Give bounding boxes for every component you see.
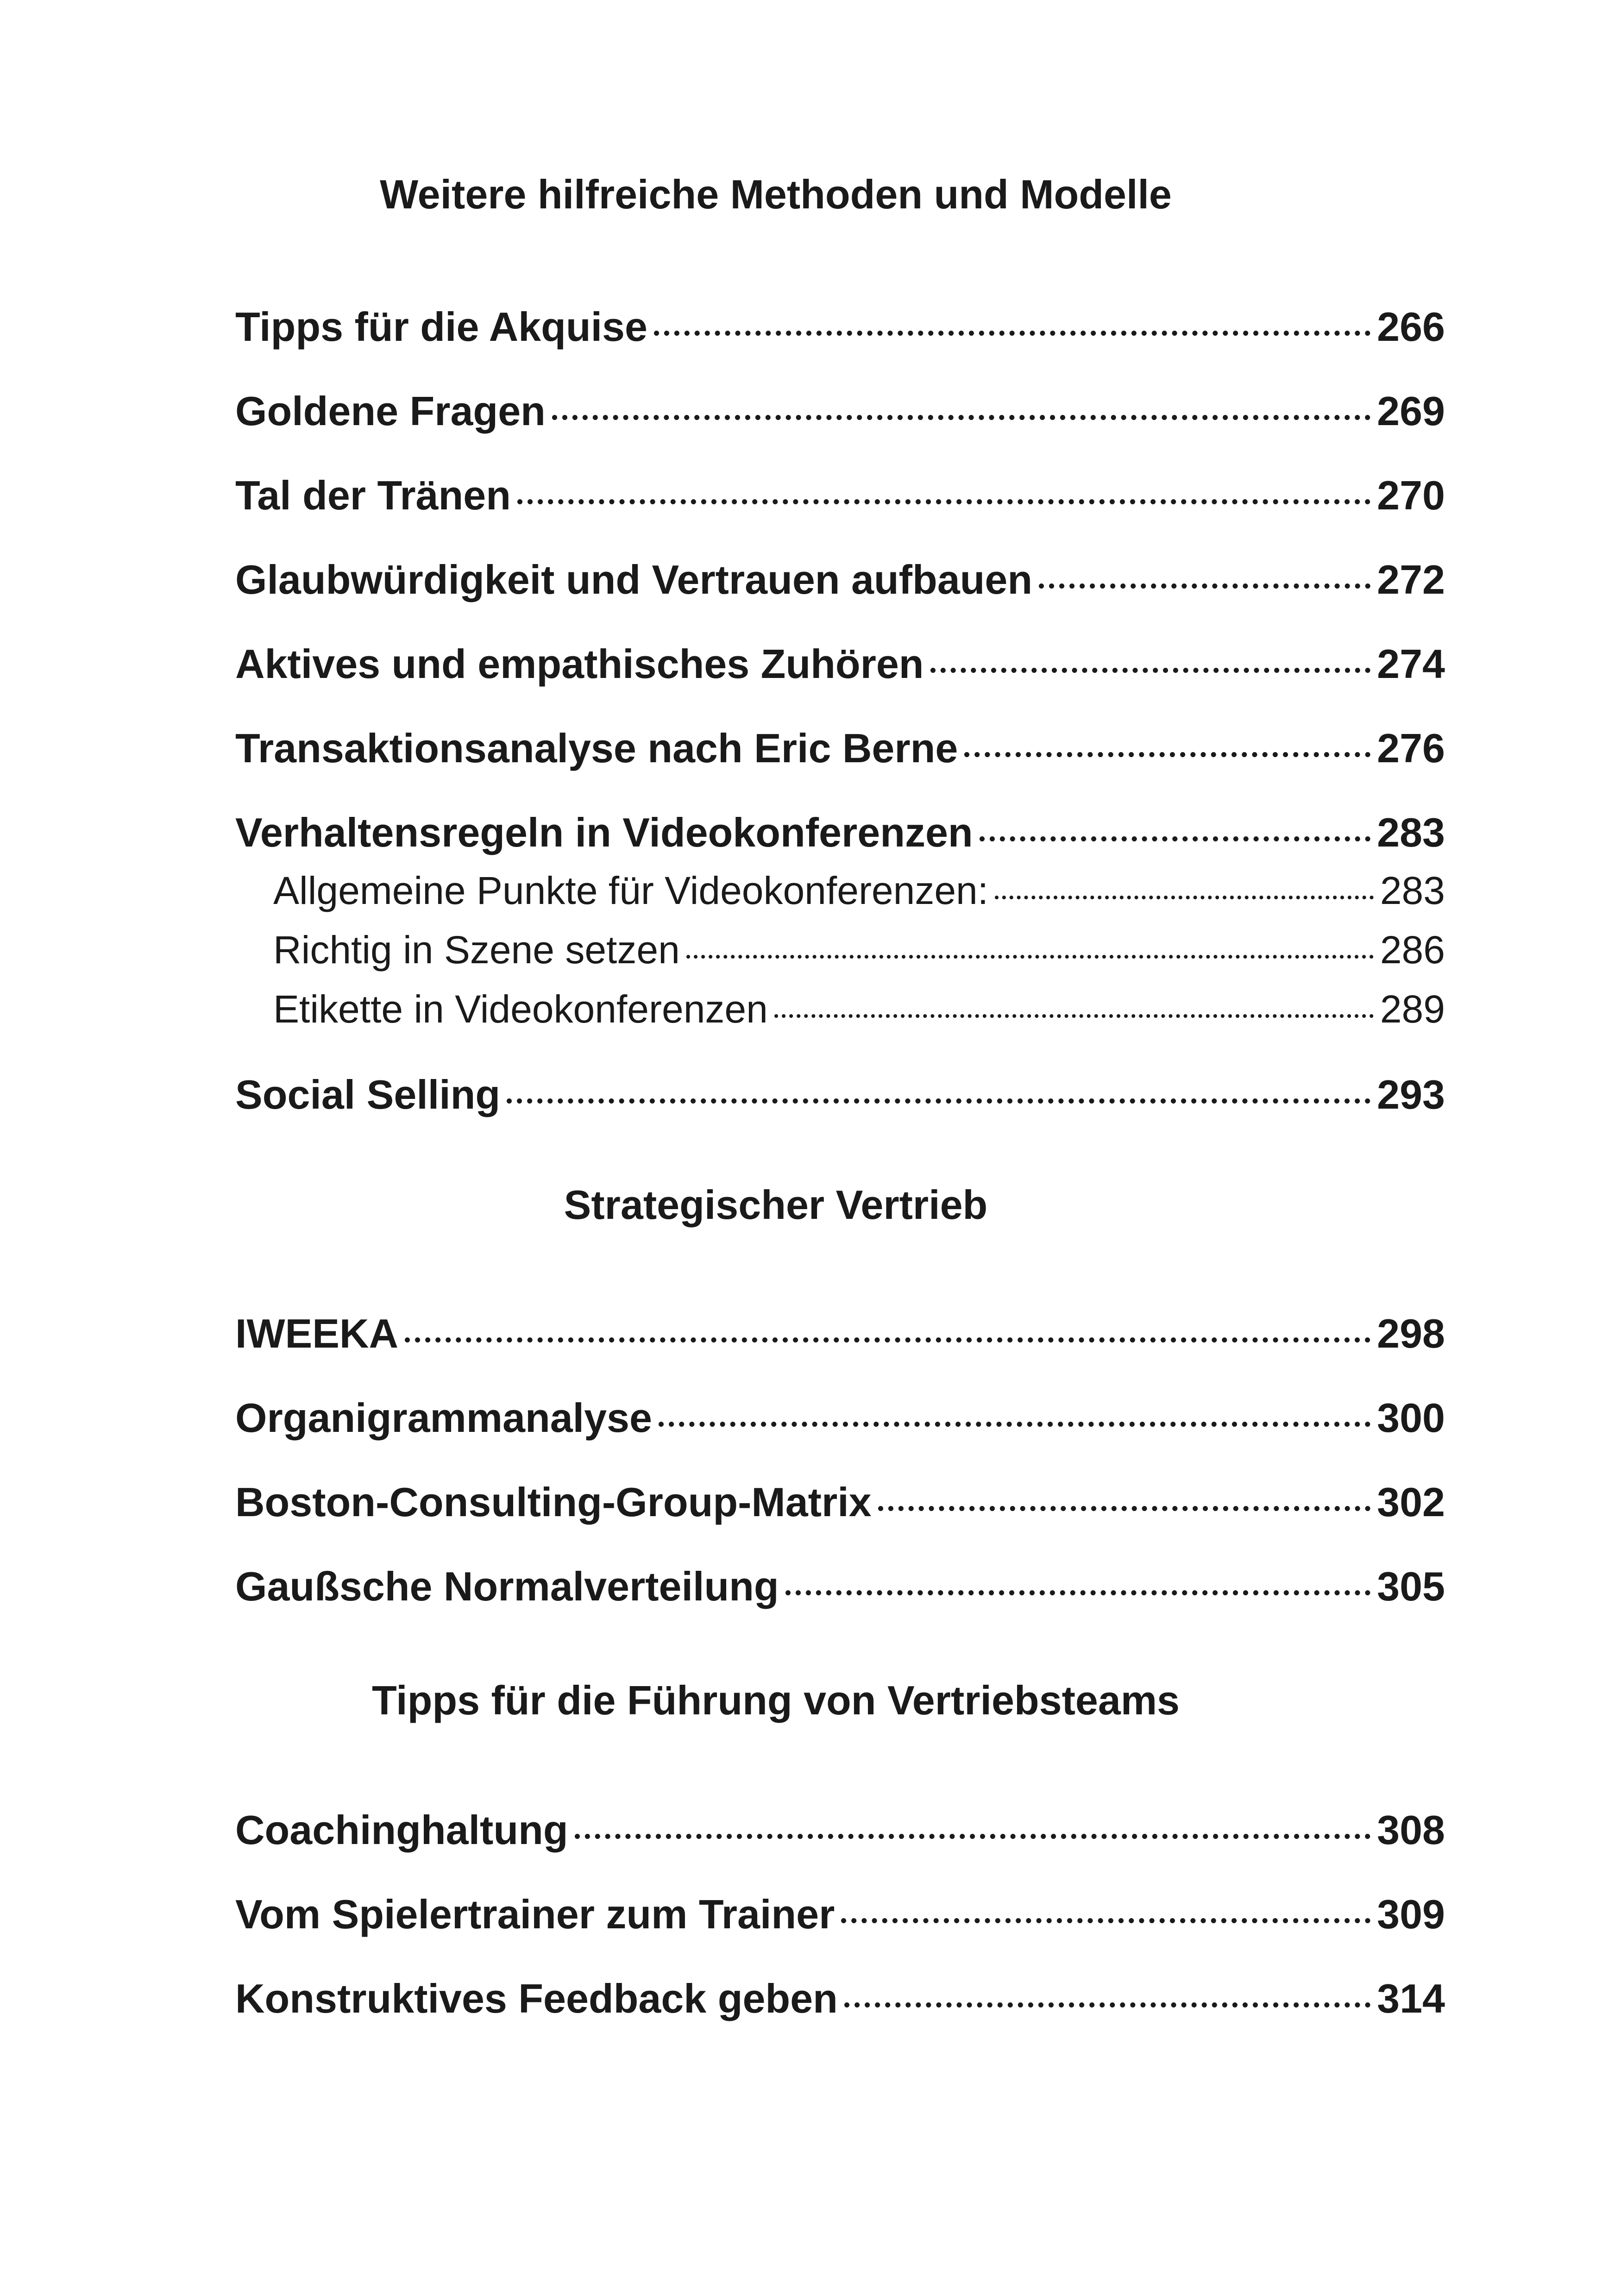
- toc-entry-title: Goldene Fragen: [235, 388, 546, 434]
- toc-entry-title: Boston-Consulting-Group-Matrix: [235, 1479, 872, 1525]
- toc-entry-page: 269: [1377, 388, 1445, 434]
- toc-entry-page: 266: [1377, 304, 1445, 350]
- toc-subentry-page: 283: [1380, 869, 1445, 912]
- dot-leader: [507, 1068, 1370, 1109]
- toc-subentry[interactable]: [273, 865, 1445, 910]
- toc-entry-title: Gaußsche Normalverteilung: [235, 1563, 779, 1609]
- toc-entry-page: 276: [1377, 725, 1445, 771]
- toc-entry-page: 298: [1377, 1311, 1445, 1356]
- toc-entry-page: 274: [1377, 641, 1445, 687]
- toc-entry-title: Verhaltensregeln in Videokonferenzen: [235, 809, 973, 855]
- toc-subentry-title: Richtig in Szene setzen: [273, 928, 680, 972]
- toc-entry[interactable]: [235, 553, 1445, 600]
- toc-entry[interactable]: [235, 1888, 1445, 1935]
- toc-subentry-title: Etikette in Videokonferenzen: [273, 987, 768, 1031]
- toc-entry-page: 308: [1377, 1807, 1445, 1853]
- toc-entry-title: Transaktionsanalyse nach Eric Berne: [235, 725, 958, 771]
- toc-entry-title: Vom Spielertrainer zum Trainer: [235, 1891, 835, 1937]
- toc-entry[interactable]: [235, 384, 1445, 432]
- toc-entry[interactable]: [235, 721, 1445, 769]
- dot-leader: [575, 1803, 1371, 1844]
- section-heading-methods: Weitere hilfreiche Methoden und Modelle: [380, 171, 1172, 217]
- dot-leader: [930, 637, 1371, 678]
- dot-leader: [995, 865, 1374, 904]
- dot-leader: [517, 469, 1370, 509]
- toc-entry-page: 272: [1377, 557, 1445, 602]
- dot-leader: [659, 1391, 1370, 1432]
- toc-entry-title: IWEEKA: [235, 1311, 398, 1356]
- toc-entry[interactable]: [235, 1068, 1445, 1115]
- toc-entry-title: Social Selling: [235, 1072, 501, 1117]
- toc-entry-title: Coachinghaltung: [235, 1807, 568, 1853]
- toc-entry-title: Tal der Tränen: [235, 472, 511, 518]
- dot-leader: [980, 806, 1371, 847]
- toc-subentry-title: Allgemeine Punkte für Videokonferenzen:: [273, 869, 989, 912]
- toc-subentry-page: 289: [1380, 987, 1445, 1031]
- toc-entry-title: Glaubwürdigkeit und Vertrauen aufbauen: [235, 557, 1033, 602]
- dot-leader: [844, 1972, 1370, 2013]
- toc-subentry[interactable]: [273, 924, 1445, 972]
- toc-entry[interactable]: [235, 1803, 1445, 1851]
- toc-entry-title: Konstruktives Feedback geben: [235, 1976, 838, 2021]
- toc-entry-page: 314: [1377, 1976, 1445, 2021]
- toc-entry[interactable]: [235, 469, 1445, 516]
- toc-subentry[interactable]: [273, 984, 1445, 1029]
- toc-subentry-page: 286: [1380, 928, 1445, 972]
- toc-entry-page: 305: [1377, 1563, 1445, 1609]
- toc-entry[interactable]: [235, 1475, 1445, 1523]
- toc-entry-page: 309: [1377, 1891, 1445, 1937]
- toc-entry[interactable]: [235, 1560, 1445, 1607]
- toc-entry-page: 293: [1377, 1072, 1445, 1117]
- dot-leader: [774, 984, 1374, 1023]
- section-heading-strategic-sales: Strategischer Vertrieb: [564, 1182, 988, 1228]
- toc-entry-page: 302: [1377, 1479, 1445, 1525]
- toc-entry[interactable]: [235, 637, 1445, 687]
- dot-leader: [654, 300, 1370, 341]
- dot-leader: [964, 721, 1370, 762]
- dot-leader: [552, 384, 1370, 425]
- toc-entry[interactable]: [235, 1307, 1445, 1354]
- toc-entry[interactable]: [235, 300, 1445, 350]
- toc-entry-title: Tipps für die Akquise: [235, 304, 647, 350]
- dot-leader: [841, 1888, 1370, 1928]
- toc-entry[interactable]: [235, 806, 1445, 853]
- toc-entry[interactable]: [235, 1972, 1445, 2019]
- toc-entry-page: 283: [1377, 809, 1445, 855]
- dot-leader: [1039, 553, 1370, 594]
- toc-entry-title: Organigrammanalyse: [235, 1395, 652, 1441]
- dot-leader: [785, 1560, 1371, 1600]
- toc-entry-title: Aktives und empathisches Zuhören: [235, 641, 924, 687]
- dot-leader: [878, 1475, 1371, 1516]
- dot-leader: [405, 1307, 1370, 1348]
- toc-entry[interactable]: [235, 1391, 1445, 1441]
- section-heading-team-leadership: Tipps für die Führung von Vertriebsteams: [371, 1677, 1180, 1723]
- dot-leader: [686, 924, 1374, 963]
- toc-entry-page: 300: [1377, 1395, 1445, 1441]
- toc-entry-page: 270: [1377, 472, 1445, 518]
